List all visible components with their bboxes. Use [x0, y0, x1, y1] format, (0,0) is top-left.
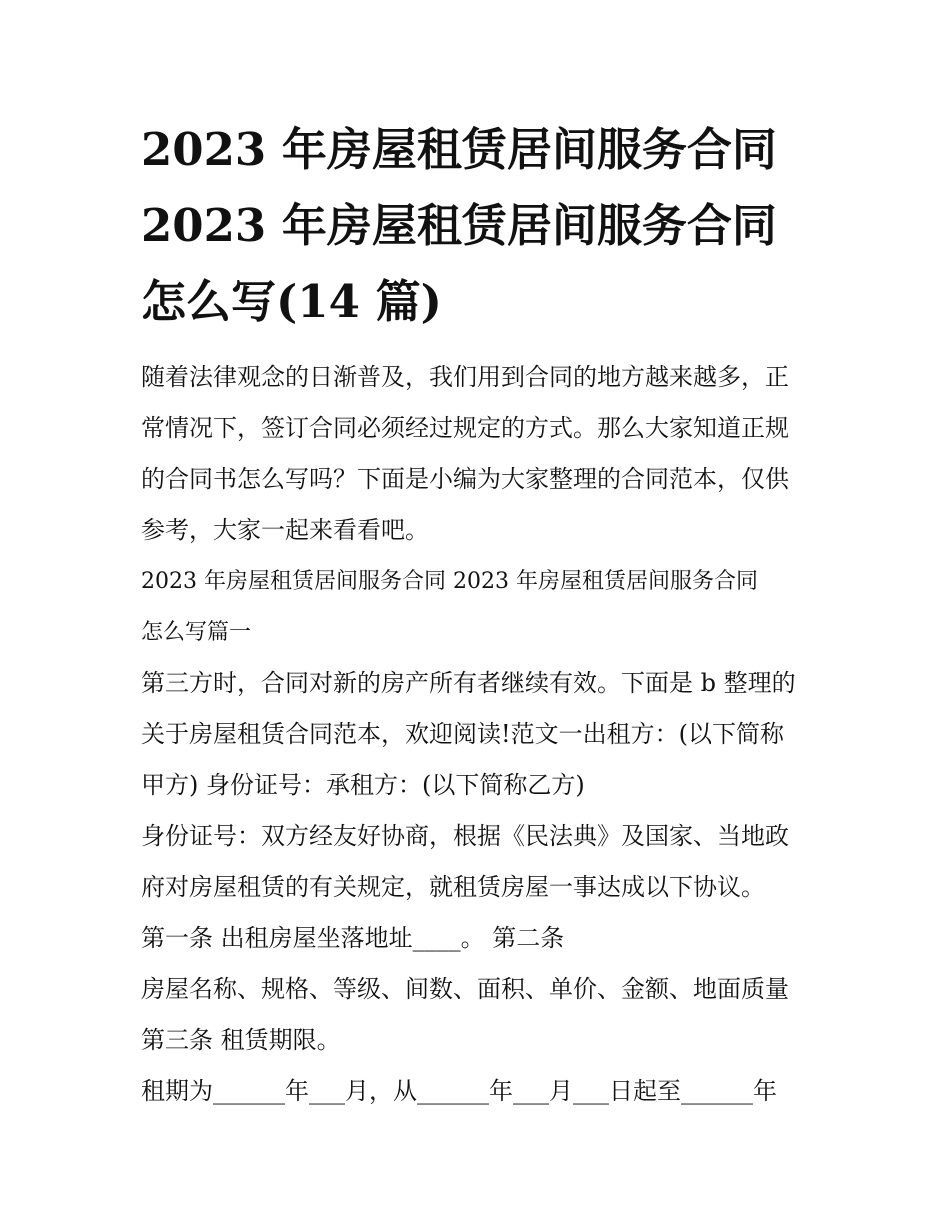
- document-page: [141, 112, 813, 1117]
- text-line: 参考，大家一起来看看吧。: [141, 516, 429, 544]
- section-heading-paragraph: [141, 556, 813, 658]
- title-line: 2023 年房屋租赁居间服务合同: [141, 123, 777, 176]
- intro-paragraph: [141, 352, 813, 556]
- title-line: 2023 年房屋租赁居间服务合同: [141, 199, 777, 252]
- text-line: 2023 年房屋租赁居间服务合同 2023 年房屋租赁居间服务合同: [141, 569, 758, 594]
- title-line: 怎么写(14 篇): [141, 275, 442, 328]
- article-paragraph: [141, 964, 813, 1066]
- body-paragraph: [141, 811, 813, 913]
- text-line: 第三方时，合同对新的房产所有者继续有效。下面是 b 整理的: [141, 669, 796, 697]
- text-line: 怎么写篇一: [141, 620, 252, 645]
- article-paragraph: [141, 913, 813, 964]
- text-line: 府对房屋租赁的有关规定，就租赁房屋一事达成以下协议。: [141, 873, 765, 901]
- text-line: 第三条 租赁期限。: [141, 1026, 341, 1054]
- text-line: 甲方) 身份证号：承租方：(以下简称乙方): [141, 771, 585, 799]
- text-line: 常情况下，签订合同必须经过规定的方式。那么大家知道正规: [141, 414, 789, 442]
- article-paragraph: [141, 1066, 813, 1117]
- text-line: 的合同书怎么写吗？下面是小编为大家整理的合同范本，仅供: [141, 465, 789, 493]
- text-line: 随着法律观念的日渐普及，我们用到合同的地方越来越多，正: [141, 363, 789, 391]
- text-line: 租期为______年___月，从______年___月___日起至______年: [141, 1077, 777, 1105]
- document-title: [141, 112, 813, 340]
- text-line: 关于房屋租赁合同范本，欢迎阅读!范文一出租方：(以下简称: [141, 720, 785, 748]
- text-line: 第一条 出租房屋坐落地址____。 第二条: [141, 924, 565, 952]
- text-line: 身份证号：双方经友好协商，根据《民法典》及国家、当地政: [141, 822, 789, 850]
- body-paragraph: [141, 658, 813, 811]
- text-line: 房屋名称、规格、等级、间数、面积、单价、金额、地面质量: [141, 975, 789, 1003]
